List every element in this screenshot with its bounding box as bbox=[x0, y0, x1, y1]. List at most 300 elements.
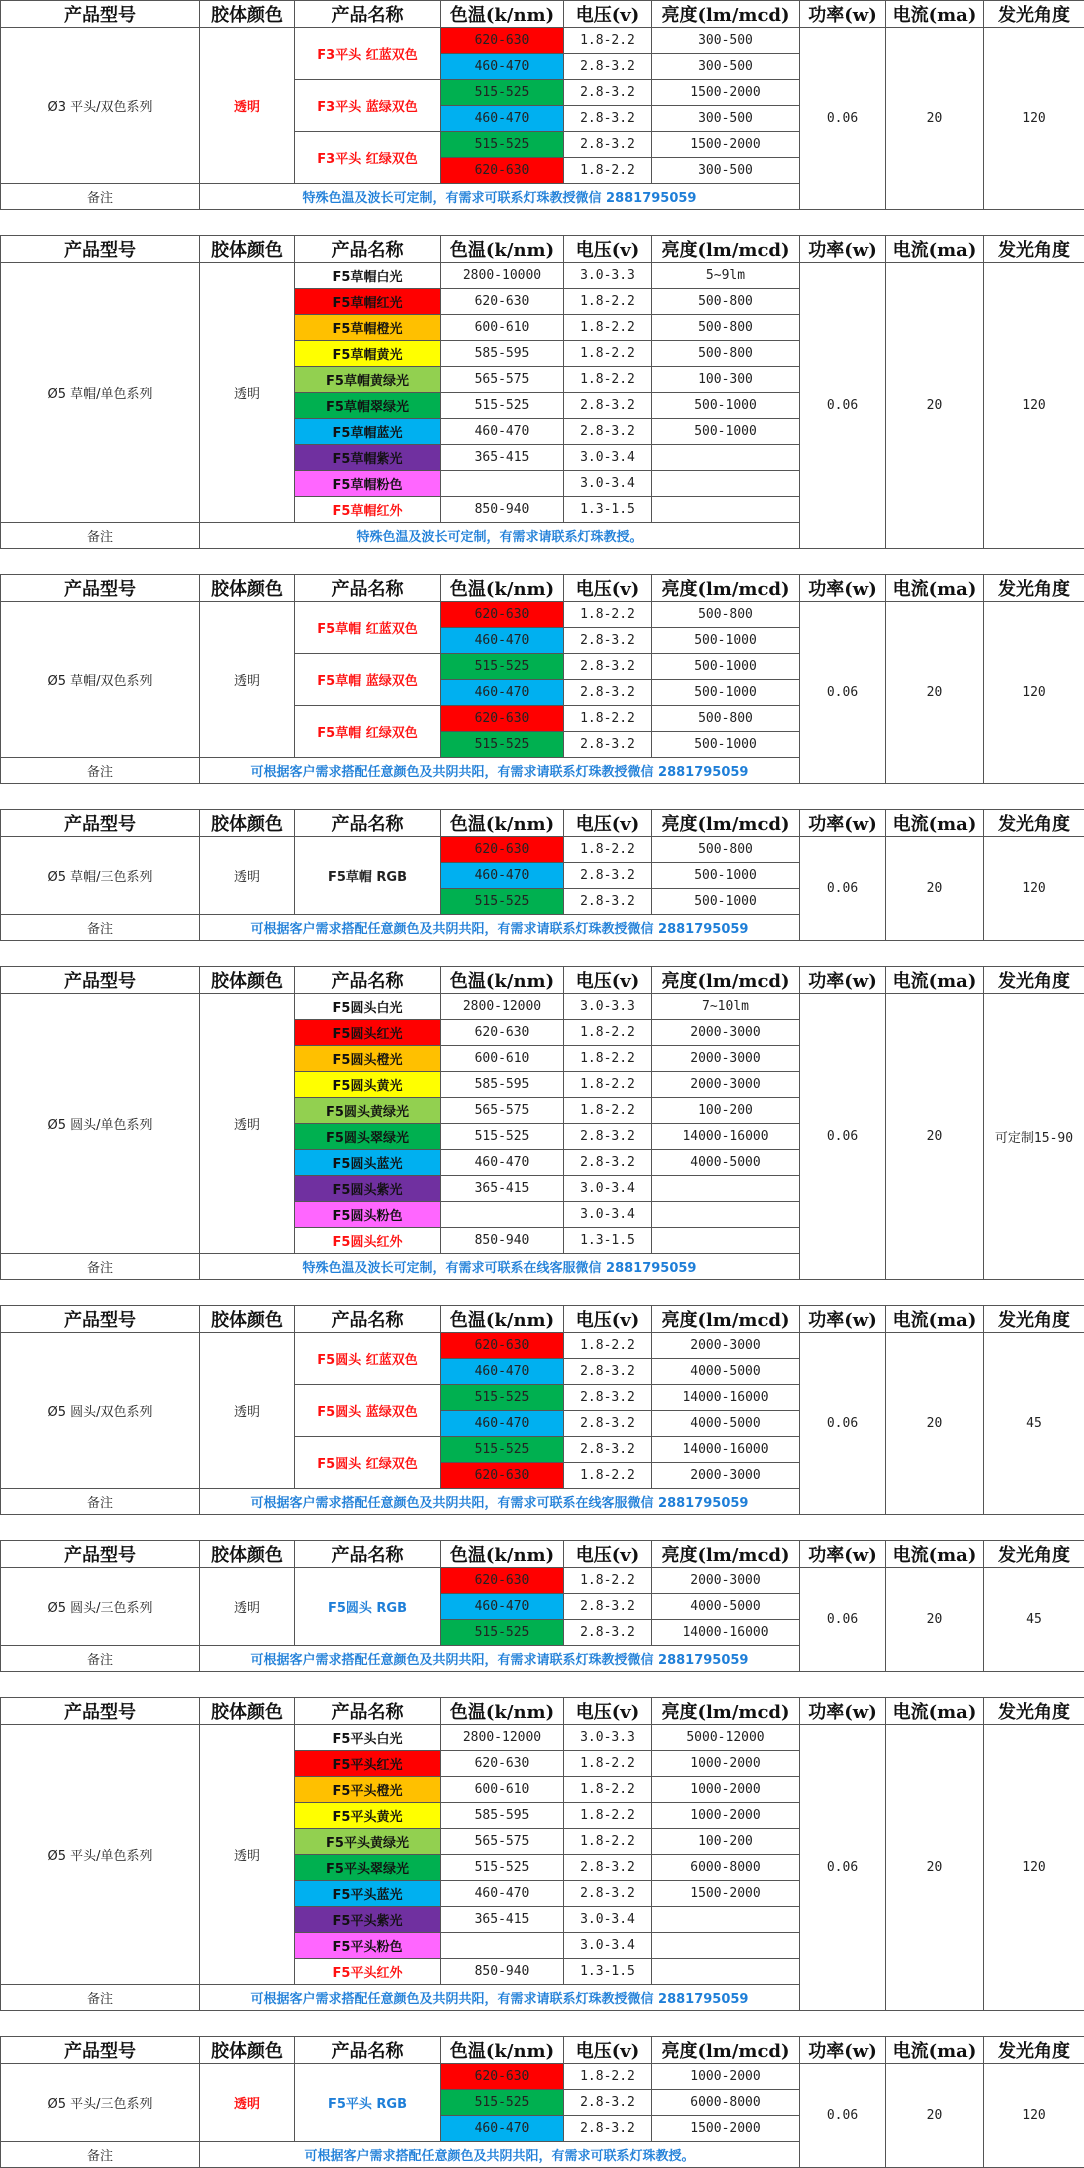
section-gap bbox=[0, 784, 1084, 809]
header-power: 功率(w) bbox=[800, 1, 886, 28]
header-angle: 发光角度 bbox=[984, 1541, 1084, 1568]
voltage: 1.8-2.2 bbox=[564, 602, 652, 628]
header-body-color: 胶体颜色 bbox=[200, 1, 295, 28]
header-body-color: 胶体颜色 bbox=[200, 1541, 295, 1568]
header-luminance: 亮度(lm/mcd) bbox=[652, 967, 800, 994]
header-body-color: 胶体颜色 bbox=[200, 810, 295, 837]
color-temperature: 620-630 bbox=[441, 1568, 564, 1594]
header-angle: 发光角度 bbox=[984, 967, 1084, 994]
header-row bbox=[1, 1541, 1084, 1568]
color-temperature: 600-610 bbox=[441, 1046, 564, 1072]
luminance: 14000-16000 bbox=[652, 1124, 800, 1150]
header-power: 功率(w) bbox=[800, 2037, 886, 2064]
body-color: 透明 bbox=[200, 1568, 295, 1646]
current: 20 bbox=[886, 994, 984, 1280]
luminance: 500-1000 bbox=[652, 654, 800, 680]
header-luminance: 亮度(lm/mcd) bbox=[652, 575, 800, 602]
header-product-name: 产品名称 bbox=[295, 967, 441, 994]
header-model: 产品型号 bbox=[1, 810, 200, 837]
voltage: 2.8-3.2 bbox=[564, 80, 652, 106]
power: 0.06 bbox=[800, 263, 886, 549]
color-temperature: 515-525 bbox=[441, 132, 564, 158]
voltage: 1.8-2.2 bbox=[564, 289, 652, 315]
header-luminance: 亮度(lm/mcd) bbox=[652, 1541, 800, 1568]
product-name: F5圆头 红蓝双色 bbox=[295, 1333, 441, 1385]
color-temperature: 565-575 bbox=[441, 367, 564, 393]
header-power: 功率(w) bbox=[800, 236, 886, 263]
header-luminance: 亮度(lm/mcd) bbox=[652, 1698, 800, 1725]
header-angle: 发光角度 bbox=[984, 1698, 1084, 1725]
product-name: F5草帽黄绿光 bbox=[295, 367, 441, 393]
voltage: 2.8-3.2 bbox=[564, 106, 652, 132]
voltage: 1.8-2.2 bbox=[564, 1777, 652, 1803]
note-label: 备注 bbox=[1, 1489, 200, 1515]
luminance: 1000-2000 bbox=[652, 1777, 800, 1803]
color-temperature: 515-525 bbox=[441, 889, 564, 915]
header-current: 电流(ma) bbox=[886, 967, 984, 994]
color-temperature: 585-595 bbox=[441, 1803, 564, 1829]
angle: 45 bbox=[984, 1568, 1084, 1672]
luminance bbox=[652, 1959, 800, 1985]
color-temperature: 460-470 bbox=[441, 1359, 564, 1385]
color-temperature: 600-610 bbox=[441, 1777, 564, 1803]
note-label: 备注 bbox=[1, 1985, 200, 2011]
series-model: Ø5 草帽/三色系列 bbox=[1, 837, 200, 915]
voltage: 1.8-2.2 bbox=[564, 1751, 652, 1777]
note-label: 备注 bbox=[1, 915, 200, 941]
color-temperature: 585-595 bbox=[441, 341, 564, 367]
product-name: F5圆头红光 bbox=[295, 1020, 441, 1046]
note-text: 特殊色温及波长可定制，有需求可联系灯珠教授微信 2881795059 bbox=[200, 184, 800, 210]
header-cct: 色温(k/nm) bbox=[441, 1541, 564, 1568]
body-color: 透明 bbox=[200, 602, 295, 758]
product-name: F5圆头 红绿双色 bbox=[295, 1437, 441, 1489]
note-label: 备注 bbox=[1, 758, 200, 784]
header-current: 电流(ma) bbox=[886, 1541, 984, 1568]
power: 0.06 bbox=[800, 602, 886, 784]
series-model: Ø5 圆头/双色系列 bbox=[1, 1333, 200, 1489]
angle: 120 bbox=[984, 602, 1084, 784]
note-text: 特殊色温及波长可定制，有需求请联系灯珠教授。 bbox=[200, 523, 800, 549]
table-row bbox=[1, 1333, 1084, 1359]
luminance: 500-800 bbox=[652, 602, 800, 628]
voltage: 3.0-3.4 bbox=[564, 1907, 652, 1933]
header-model: 产品型号 bbox=[1, 1, 200, 28]
color-temperature: 600-610 bbox=[441, 315, 564, 341]
luminance: 500-800 bbox=[652, 706, 800, 732]
voltage: 2.8-3.2 bbox=[564, 628, 652, 654]
spec-table bbox=[0, 0, 1084, 210]
angle: 120 bbox=[984, 28, 1084, 210]
spec-table bbox=[0, 809, 1084, 941]
header-row bbox=[1, 575, 1084, 602]
table-row bbox=[1, 994, 1084, 1020]
luminance: 1000-2000 bbox=[652, 1803, 800, 1829]
power: 0.06 bbox=[800, 994, 886, 1280]
voltage: 1.8-2.2 bbox=[564, 1803, 652, 1829]
product-name: F5圆头 RGB bbox=[295, 1568, 441, 1646]
spec-table bbox=[0, 1305, 1084, 1515]
header-angle: 发光角度 bbox=[984, 2037, 1084, 2064]
product-name: F5草帽紫光 bbox=[295, 445, 441, 471]
color-temperature: 365-415 bbox=[441, 1176, 564, 1202]
voltage: 2.8-3.2 bbox=[564, 2116, 652, 2142]
luminance bbox=[652, 1933, 800, 1959]
luminance bbox=[652, 445, 800, 471]
power: 0.06 bbox=[800, 1725, 886, 2011]
color-temperature: 620-630 bbox=[441, 602, 564, 628]
color-temperature: 620-630 bbox=[441, 289, 564, 315]
luminance: 1500-2000 bbox=[652, 1881, 800, 1907]
current: 20 bbox=[886, 2064, 984, 2168]
luminance: 6000-8000 bbox=[652, 2090, 800, 2116]
color-temperature: 2800-10000 bbox=[441, 263, 564, 289]
luminance: 4000-5000 bbox=[652, 1411, 800, 1437]
voltage: 1.8-2.2 bbox=[564, 367, 652, 393]
color-temperature: 365-415 bbox=[441, 445, 564, 471]
spec-table bbox=[0, 235, 1084, 549]
luminance: 5~9lm bbox=[652, 263, 800, 289]
luminance bbox=[652, 1202, 800, 1228]
header-product-name: 产品名称 bbox=[295, 1, 441, 28]
luminance: 500-1000 bbox=[652, 419, 800, 445]
header-angle: 发光角度 bbox=[984, 1, 1084, 28]
current: 20 bbox=[886, 263, 984, 549]
header-body-color: 胶体颜色 bbox=[200, 2037, 295, 2064]
header-voltage: 电压(v) bbox=[564, 575, 652, 602]
product-name: F5圆头橙光 bbox=[295, 1046, 441, 1072]
spec-table bbox=[0, 1697, 1084, 2011]
luminance bbox=[652, 1176, 800, 1202]
color-temperature: 460-470 bbox=[441, 54, 564, 80]
header-luminance: 亮度(lm/mcd) bbox=[652, 1306, 800, 1333]
section-gap bbox=[0, 1280, 1084, 1305]
header-voltage: 电压(v) bbox=[564, 2037, 652, 2064]
luminance: 500-1000 bbox=[652, 628, 800, 654]
power: 0.06 bbox=[800, 28, 886, 210]
angle: 可定制15-90 bbox=[984, 994, 1084, 1280]
luminance: 500-800 bbox=[652, 341, 800, 367]
luminance bbox=[652, 1228, 800, 1254]
color-temperature: 2800-12000 bbox=[441, 994, 564, 1020]
voltage: 3.0-3.4 bbox=[564, 1933, 652, 1959]
luminance: 14000-16000 bbox=[652, 1620, 800, 1646]
header-body-color: 胶体颜色 bbox=[200, 1698, 295, 1725]
header-current: 电流(ma) bbox=[886, 1, 984, 28]
note-label: 备注 bbox=[1, 184, 200, 210]
voltage: 1.8-2.2 bbox=[564, 1463, 652, 1489]
body-color: 透明 bbox=[200, 994, 295, 1254]
power: 0.06 bbox=[800, 1333, 886, 1515]
luminance: 1000-2000 bbox=[652, 1751, 800, 1777]
color-temperature: 515-525 bbox=[441, 654, 564, 680]
note-text: 特殊色温及波长可定制，有需求可联系在线客服微信 2881795059 bbox=[200, 1254, 800, 1280]
color-temperature: 620-630 bbox=[441, 1463, 564, 1489]
note-label: 备注 bbox=[1, 1254, 200, 1280]
product-name: F5草帽 红蓝双色 bbox=[295, 602, 441, 654]
voltage: 1.8-2.2 bbox=[564, 706, 652, 732]
product-name: F5草帽 红绿双色 bbox=[295, 706, 441, 758]
header-cct: 色温(k/nm) bbox=[441, 236, 564, 263]
color-temperature: 850-940 bbox=[441, 1959, 564, 1985]
header-row bbox=[1, 1306, 1084, 1333]
header-voltage: 电压(v) bbox=[564, 1, 652, 28]
voltage: 1.3-1.5 bbox=[564, 1228, 652, 1254]
section-gap bbox=[0, 549, 1084, 574]
section-gap bbox=[0, 1672, 1084, 1697]
product-name: F5平头橙光 bbox=[295, 1777, 441, 1803]
color-temperature: 850-940 bbox=[441, 497, 564, 523]
body-color: 透明 bbox=[200, 28, 295, 184]
luminance: 2000-3000 bbox=[652, 1568, 800, 1594]
header-model: 产品型号 bbox=[1, 236, 200, 263]
luminance: 500-1000 bbox=[652, 680, 800, 706]
note-label: 备注 bbox=[1, 523, 200, 549]
product-name: F3平头 红绿双色 bbox=[295, 132, 441, 184]
header-body-color: 胶体颜色 bbox=[200, 575, 295, 602]
color-temperature: 620-630 bbox=[441, 1020, 564, 1046]
voltage: 3.0-3.4 bbox=[564, 1202, 652, 1228]
color-temperature: 565-575 bbox=[441, 1829, 564, 1855]
voltage: 1.8-2.2 bbox=[564, 158, 652, 184]
header-row bbox=[1, 1, 1084, 28]
product-name: F5圆头蓝光 bbox=[295, 1150, 441, 1176]
voltage: 1.8-2.2 bbox=[564, 1020, 652, 1046]
angle: 120 bbox=[984, 2064, 1084, 2168]
header-angle: 发光角度 bbox=[984, 1306, 1084, 1333]
color-temperature: 620-630 bbox=[441, 706, 564, 732]
note-text: 可根据客户需求搭配任意颜色及共阴共阳，有需求请联系灯珠教授微信 2881795059 bbox=[200, 758, 800, 784]
voltage: 2.8-3.2 bbox=[564, 393, 652, 419]
current: 20 bbox=[886, 28, 984, 210]
voltage: 2.8-3.2 bbox=[564, 1150, 652, 1176]
header-product-name: 产品名称 bbox=[295, 810, 441, 837]
color-temperature: 460-470 bbox=[441, 863, 564, 889]
current: 20 bbox=[886, 837, 984, 941]
header-luminance: 亮度(lm/mcd) bbox=[652, 2037, 800, 2064]
color-temperature: 620-630 bbox=[441, 158, 564, 184]
luminance: 500-800 bbox=[652, 315, 800, 341]
product-name: F5平头 RGB bbox=[295, 2064, 441, 2142]
product-name: F5圆头黄绿光 bbox=[295, 1098, 441, 1124]
header-row bbox=[1, 1698, 1084, 1725]
luminance: 500-1000 bbox=[652, 393, 800, 419]
voltage: 1.8-2.2 bbox=[564, 1333, 652, 1359]
color-temperature: 515-525 bbox=[441, 2090, 564, 2116]
color-temperature: 620-630 bbox=[441, 1333, 564, 1359]
luminance: 4000-5000 bbox=[652, 1359, 800, 1385]
table-row bbox=[1, 263, 1084, 289]
luminance: 6000-8000 bbox=[652, 1855, 800, 1881]
current: 20 bbox=[886, 1725, 984, 2011]
voltage: 1.8-2.2 bbox=[564, 341, 652, 367]
luminance: 7~10lm bbox=[652, 994, 800, 1020]
header-product-name: 产品名称 bbox=[295, 236, 441, 263]
product-name: F5草帽白光 bbox=[295, 263, 441, 289]
color-temperature: 515-525 bbox=[441, 393, 564, 419]
color-temperature: 460-470 bbox=[441, 419, 564, 445]
product-name: F5平头黄绿光 bbox=[295, 1829, 441, 1855]
series-model: Ø5 圆头/单色系列 bbox=[1, 994, 200, 1254]
header-cct: 色温(k/nm) bbox=[441, 1306, 564, 1333]
voltage: 2.8-3.2 bbox=[564, 654, 652, 680]
product-name: F5圆头黄光 bbox=[295, 1072, 441, 1098]
note-text: 可根据客户需求搭配任意颜色及共阴共阳，有需求请联系灯珠教授微信 2881795059 bbox=[200, 1646, 800, 1672]
current: 20 bbox=[886, 1568, 984, 1672]
voltage: 2.8-3.2 bbox=[564, 54, 652, 80]
luminance: 2000-3000 bbox=[652, 1072, 800, 1098]
header-power: 功率(w) bbox=[800, 575, 886, 602]
color-temperature: 585-595 bbox=[441, 1072, 564, 1098]
color-temperature: 515-525 bbox=[441, 80, 564, 106]
note-label: 备注 bbox=[1, 1646, 200, 1672]
color-temperature: 460-470 bbox=[441, 2116, 564, 2142]
header-luminance: 亮度(lm/mcd) bbox=[652, 236, 800, 263]
header-row bbox=[1, 810, 1084, 837]
luminance: 500-800 bbox=[652, 289, 800, 315]
header-model: 产品型号 bbox=[1, 1541, 200, 1568]
header-cct: 色温(k/nm) bbox=[441, 967, 564, 994]
voltage: 1.8-2.2 bbox=[564, 1072, 652, 1098]
header-product-name: 产品名称 bbox=[295, 1306, 441, 1333]
color-temperature: 515-525 bbox=[441, 1855, 564, 1881]
voltage: 2.8-3.2 bbox=[564, 2090, 652, 2116]
product-name: F5草帽翠绿光 bbox=[295, 393, 441, 419]
header-power: 功率(w) bbox=[800, 1541, 886, 1568]
header-model: 产品型号 bbox=[1, 967, 200, 994]
header-current: 电流(ma) bbox=[886, 2037, 984, 2064]
product-name: F5平头红光 bbox=[295, 1751, 441, 1777]
product-name: F5草帽蓝光 bbox=[295, 419, 441, 445]
luminance: 1000-2000 bbox=[652, 2064, 800, 2090]
section-gap bbox=[0, 2011, 1084, 2036]
product-name: F5圆头白光 bbox=[295, 994, 441, 1020]
header-cct: 色温(k/nm) bbox=[441, 2037, 564, 2064]
series-model: Ø5 平头/三色系列 bbox=[1, 2064, 200, 2142]
header-voltage: 电压(v) bbox=[564, 236, 652, 263]
header-cct: 色温(k/nm) bbox=[441, 1, 564, 28]
product-name: F5圆头翠绿光 bbox=[295, 1124, 441, 1150]
color-temperature: 2800-12000 bbox=[441, 1725, 564, 1751]
angle: 45 bbox=[984, 1333, 1084, 1515]
luminance bbox=[652, 1907, 800, 1933]
power: 0.06 bbox=[800, 2064, 886, 2168]
note-text: 可根据客户需求搭配任意颜色及共阴共阳，有需求请联系灯珠教授微信 2881795059 bbox=[200, 915, 800, 941]
color-temperature: 460-470 bbox=[441, 1411, 564, 1437]
table-row bbox=[1, 837, 1084, 863]
voltage: 2.8-3.2 bbox=[564, 1855, 652, 1881]
luminance: 300-500 bbox=[652, 106, 800, 132]
voltage: 1.8-2.2 bbox=[564, 28, 652, 54]
product-name: F5平头粉色 bbox=[295, 1933, 441, 1959]
current: 20 bbox=[886, 602, 984, 784]
product-name: F5圆头粉色 bbox=[295, 1202, 441, 1228]
header-model: 产品型号 bbox=[1, 575, 200, 602]
color-temperature: 620-630 bbox=[441, 1751, 564, 1777]
color-temperature: 620-630 bbox=[441, 837, 564, 863]
voltage: 2.8-3.2 bbox=[564, 1385, 652, 1411]
color-temperature: 460-470 bbox=[441, 1881, 564, 1907]
voltage: 3.0-3.4 bbox=[564, 471, 652, 497]
table-row bbox=[1, 602, 1084, 628]
luminance: 5000-12000 bbox=[652, 1725, 800, 1751]
color-temperature: 515-525 bbox=[441, 1620, 564, 1646]
header-voltage: 电压(v) bbox=[564, 810, 652, 837]
header-row bbox=[1, 967, 1084, 994]
voltage: 2.8-3.2 bbox=[564, 1437, 652, 1463]
product-name: F5圆头紫光 bbox=[295, 1176, 441, 1202]
header-model: 产品型号 bbox=[1, 2037, 200, 2064]
luminance: 500-800 bbox=[652, 837, 800, 863]
voltage: 3.0-3.3 bbox=[564, 994, 652, 1020]
note-label: 备注 bbox=[1, 2142, 200, 2168]
voltage: 2.8-3.2 bbox=[564, 1411, 652, 1437]
luminance bbox=[652, 471, 800, 497]
power: 0.06 bbox=[800, 1568, 886, 1672]
spec-table bbox=[0, 574, 1084, 784]
header-body-color: 胶体颜色 bbox=[200, 967, 295, 994]
voltage: 3.0-3.4 bbox=[564, 1176, 652, 1202]
color-temperature: 460-470 bbox=[441, 1594, 564, 1620]
color-temperature: 565-575 bbox=[441, 1098, 564, 1124]
voltage: 2.8-3.2 bbox=[564, 1620, 652, 1646]
color-temperature bbox=[441, 471, 564, 497]
body-color: 透明 bbox=[200, 2064, 295, 2142]
header-row bbox=[1, 236, 1084, 263]
product-name: F5草帽红光 bbox=[295, 289, 441, 315]
header-power: 功率(w) bbox=[800, 1306, 886, 1333]
product-name: F5圆头红外 bbox=[295, 1228, 441, 1254]
color-temperature: 620-630 bbox=[441, 28, 564, 54]
luminance: 2000-3000 bbox=[652, 1463, 800, 1489]
series-model: Ø5 草帽/单色系列 bbox=[1, 263, 200, 523]
product-name: F5平头紫光 bbox=[295, 1907, 441, 1933]
voltage: 2.8-3.2 bbox=[564, 1594, 652, 1620]
luminance: 1500-2000 bbox=[652, 2116, 800, 2142]
header-power: 功率(w) bbox=[800, 1698, 886, 1725]
luminance: 300-500 bbox=[652, 158, 800, 184]
luminance: 500-1000 bbox=[652, 732, 800, 758]
luminance: 500-1000 bbox=[652, 863, 800, 889]
color-temperature: 515-525 bbox=[441, 1437, 564, 1463]
voltage: 2.8-3.2 bbox=[564, 1359, 652, 1385]
voltage: 2.8-3.2 bbox=[564, 1124, 652, 1150]
header-angle: 发光角度 bbox=[984, 236, 1084, 263]
color-temperature: 515-525 bbox=[441, 1385, 564, 1411]
color-temperature: 460-470 bbox=[441, 106, 564, 132]
header-product-name: 产品名称 bbox=[295, 1698, 441, 1725]
series-model: Ø5 平头/单色系列 bbox=[1, 1725, 200, 1985]
power: 0.06 bbox=[800, 837, 886, 941]
header-power: 功率(w) bbox=[800, 810, 886, 837]
table-row bbox=[1, 28, 1084, 54]
header-product-name: 产品名称 bbox=[295, 575, 441, 602]
header-cct: 色温(k/nm) bbox=[441, 810, 564, 837]
luminance: 500-1000 bbox=[652, 889, 800, 915]
color-temperature: 515-525 bbox=[441, 1124, 564, 1150]
header-cct: 色温(k/nm) bbox=[441, 1698, 564, 1725]
header-power: 功率(w) bbox=[800, 967, 886, 994]
voltage: 2.8-3.2 bbox=[564, 889, 652, 915]
luminance: 1500-2000 bbox=[652, 132, 800, 158]
voltage: 2.8-3.2 bbox=[564, 419, 652, 445]
luminance: 14000-16000 bbox=[652, 1385, 800, 1411]
current: 20 bbox=[886, 1333, 984, 1515]
voltage: 2.8-3.2 bbox=[564, 132, 652, 158]
series-model: Ø3 平头/双色系列 bbox=[1, 28, 200, 184]
voltage: 1.8-2.2 bbox=[564, 2064, 652, 2090]
luminance: 2000-3000 bbox=[652, 1020, 800, 1046]
